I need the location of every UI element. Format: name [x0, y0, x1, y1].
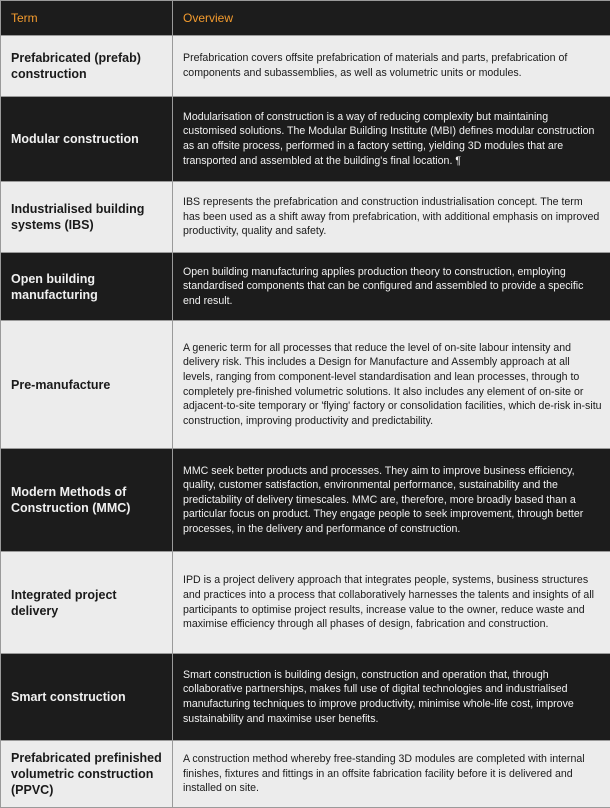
table-row: [1, 552, 610, 654]
overview-cell: A generic term for all processes that reduce the level of on-site labour intensity and delivery risk. This includes a Design for Manufacture and Assembly approach at all levels, ranging from component-level standardisation and lean processes, through to completely pre-finished volumetric solutions. It also includes any element of on-site or adjacent-to-site temporary or 'flying' factory or consolidation facilities, which de-risk in-situ construction, improving productivity and predictability.: [173, 321, 610, 449]
table-row: [1, 253, 610, 321]
overview-cell: Open building manufacturing applies production theory to construction, employing standardised components that can be configured and assembled to provide a specific end result.: [173, 253, 610, 321]
term-cell: Modular construction: [1, 97, 173, 182]
term-cell: Prefabricated (prefab) construction: [1, 36, 173, 97]
overview-cell: Prefabrication covers offsite prefabrication of materials and parts, prefabrication of components and subassemblies, as well as volumetric units or modules.: [173, 36, 610, 97]
table-row: [1, 182, 610, 253]
term-cell: Pre-manufacture: [1, 321, 173, 449]
table-row: [1, 97, 610, 182]
overview-cell: Smart construction is building design, construction and operation that, through collaborative partnerships, makes full use of digital technologies and industrialised manufacturing techniques to improve productivity, minimise whole-life cost, improve sustainability and maximise user benefits.: [173, 654, 610, 741]
overview-cell: A construction method whereby free-standing 3D modules are completed with internal finishes, fixtures and fittings in an offsite fabrication facility before it is delivered and installed on site.: [173, 741, 610, 808]
term-cell: Open building manufacturing: [1, 253, 173, 321]
table-row: [1, 321, 610, 449]
term-cell: Industrialised building systems (IBS): [1, 182, 173, 253]
overview-cell: MMC seek better products and processes. They aim to improve business efficiency, quality, customer satisfaction, environmental performance, sustainability and the predictability of delivery timescales. MMC are, therefore, more broadly based than a particular focus on product. They engage people to seek improvement, through better processes, in the delivery and performance of construction.: [173, 449, 610, 552]
table-row: [1, 36, 610, 97]
term-cell: Prefabricated prefinished volumetric construction (PPVC): [1, 741, 173, 808]
table-row: [1, 654, 610, 741]
table-row: [1, 449, 610, 552]
table-row: [1, 741, 610, 808]
overview-cell: Modularisation of construction is a way of reducing complexity but maintaining customised solutions. The Modular Building Institute (MBI) defines modular construction as an offsite process, performed in a factory setting, yielding 3D modules that are transported and assembled at the building's final location. ¶: [173, 97, 610, 182]
term-column-header: Term: [1, 1, 173, 36]
term-cell: Integrated project delivery: [1, 552, 173, 654]
overview-cell: IPD is a project delivery approach that integrates people, systems, business structures and practices into a process that collaboratively harnesses the talents and insights of all participants to optimise project results, increase value to the owner, reduce waste and maximise efficiency through all phases of design, fabrication and construction.: [173, 552, 610, 654]
overview-cell: IBS represents the prefabrication and construction industrialisation concept. The term has been used as a shift away from prefabrication, with additional emphasis on improved productivity, quality and safety.: [173, 182, 610, 253]
term-cell: Smart construction: [1, 654, 173, 741]
term-cell: Modern Methods of Construction (MMC): [1, 449, 173, 552]
header-row: [1, 1, 610, 36]
overview-column-header: Overview: [173, 1, 610, 36]
